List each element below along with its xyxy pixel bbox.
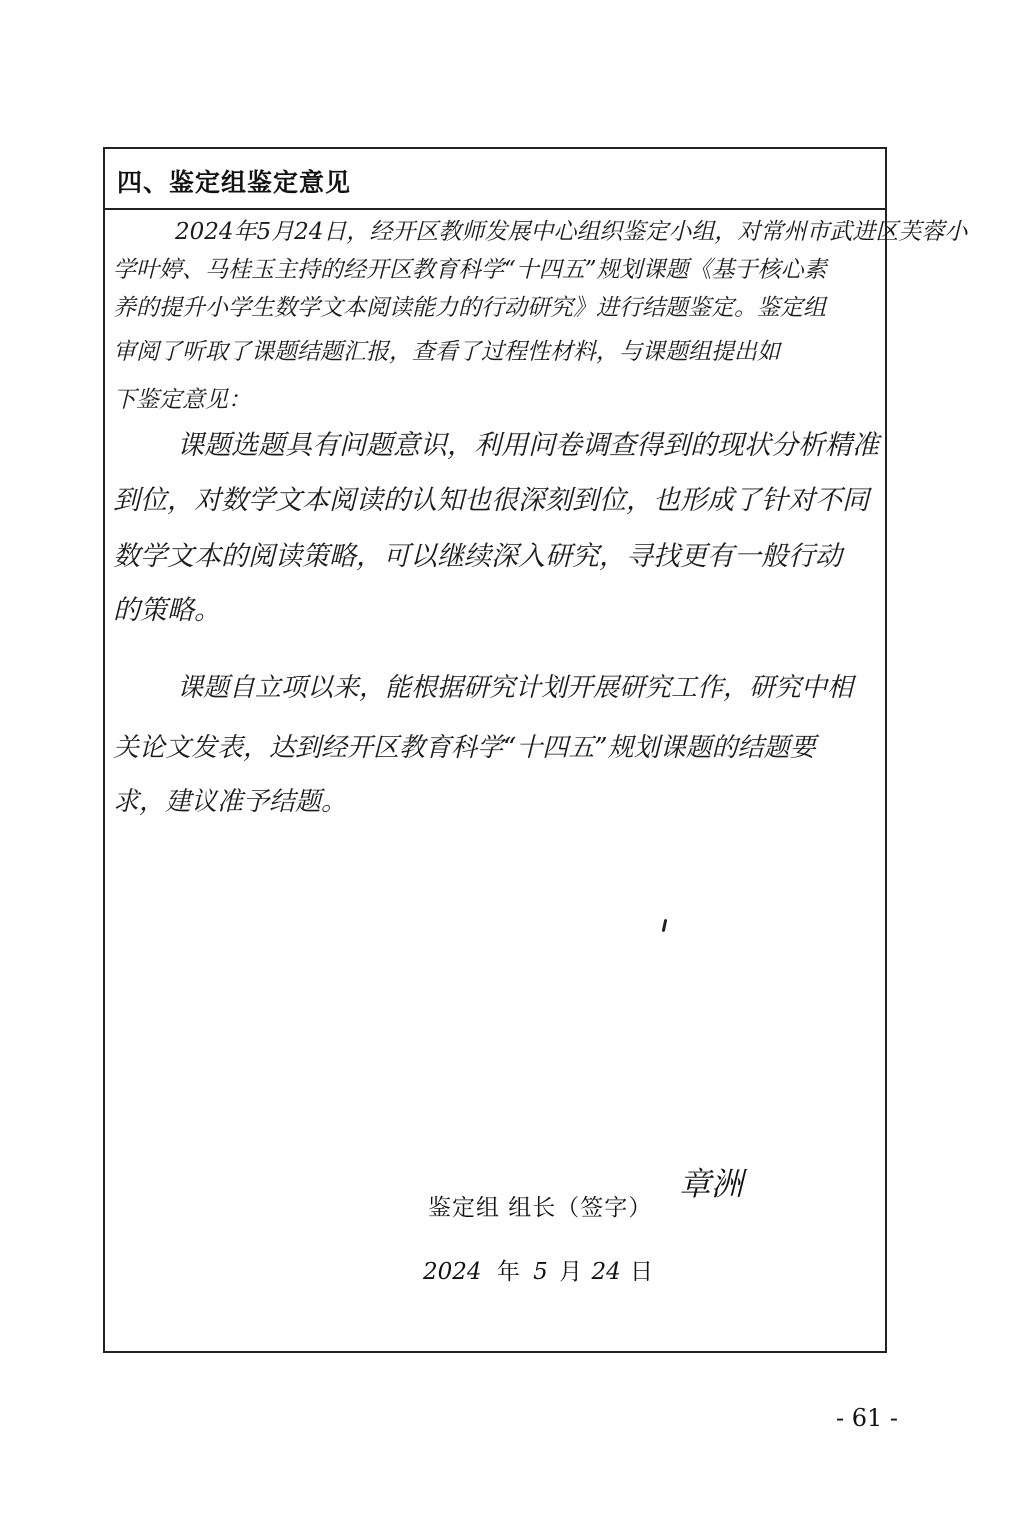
date-year: 2024 — [423, 1259, 482, 1285]
handwritten-signature: 章洲 — [679, 1165, 744, 1203]
date-month: 5 — [533, 1259, 548, 1285]
opinion-line-9: 的策略。 — [113, 595, 221, 626]
opinion-line-1: 2024年5月24日，经开区教师发展中心组织鉴定小组，对常州市武进区芙蓉小 — [175, 219, 968, 245]
opinion-line-10: 课题自立项以来，能根据研究计划开展研究工作，研究中相 — [177, 673, 854, 703]
opinion-line-7: 到位，对数学文本阅读的认知也很深刻到位，也形成了针对不同 — [113, 485, 869, 516]
opinion-line-11: 关论文发表，达到经开区教育科学“十四五”规划课题的结题要 — [113, 733, 816, 763]
date-day: 24 — [591, 1259, 621, 1285]
opinion-line-5: 下鉴定意见： — [113, 387, 251, 413]
opinion-line-4: 审阅了听取了课题结题汇报，查看了过程性材料，与课题组提出如 — [113, 339, 780, 365]
opinion-line-2: 学叶婷、马桂玉主持的经开区教育科学“十四五”规划课题《基于核心素 — [113, 257, 827, 283]
opinion-line-3: 养的提升小学生数学文本阅读能力的行动研究》进行结题鉴定。鉴定组 — [113, 295, 826, 321]
opinion-line-8: 数学文本的阅读策略，可以继续深入研究，寻找更有一般行动 — [113, 541, 842, 572]
date-month-char: 月 — [559, 1259, 583, 1285]
page-number: - 61 - — [836, 1404, 899, 1432]
section-title: 四、鉴定组鉴定意见 — [117, 168, 352, 197]
ink-mark — [662, 919, 668, 932]
section-header — [105, 149, 885, 210]
appraisal-form-box — [103, 147, 968, 1353]
opinion-line-6: 课题选题具有问题意识，利用问卷调查得到的现状分析精准 — [177, 430, 879, 461]
opinion-line-12: 求，建议准予结题。 — [113, 787, 348, 817]
date-day-char: 日 — [630, 1259, 654, 1285]
date-year-char: 年 — [496, 1259, 520, 1285]
appraisal-date — [423, 1253, 653, 1286]
signature-label: 鉴定组 组长（签字） — [428, 1195, 653, 1221]
